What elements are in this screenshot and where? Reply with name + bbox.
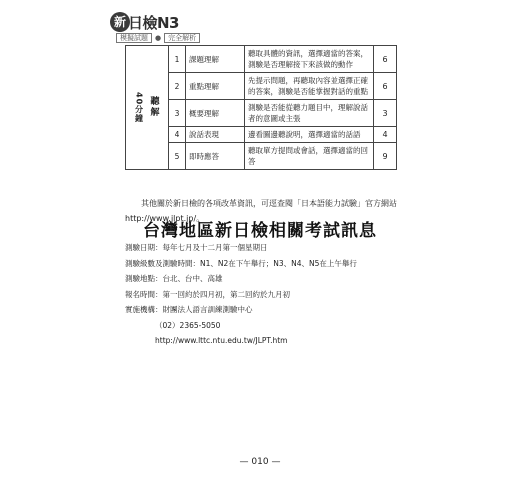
question-type: 課題理解 <box>186 46 245 73</box>
exam-info-list <box>125 240 357 349</box>
book-subtitle <box>116 33 200 43</box>
question-count: 3 <box>374 100 397 127</box>
question-type: 重點理解 <box>186 73 245 100</box>
organizer: 實施機構：財團法人語言訓練測驗中心 <box>125 305 253 314</box>
note-line: 其他關於新日檢的各項改革資訊，可逕查閱「日本語能力試驗」官方網站 <box>141 199 397 208</box>
question-count: 6 <box>374 46 397 73</box>
row-number: 4 <box>169 127 186 143</box>
table-row <box>126 46 397 73</box>
exam-levels: 測驗級數及測驗時間：N1、N2在下午舉行；N3、N4、N5在上午舉行 <box>125 258 357 268</box>
logo-icon: 新 <box>110 12 130 32</box>
question-type: 說話表現 <box>186 127 245 143</box>
section-title: 台灣地區新日檢相關考試訊息 <box>143 221 377 241</box>
registration-period: 報名時間：第一回約於四月初，第二回約於九月初 <box>125 289 290 299</box>
question-count: 6 <box>374 73 397 100</box>
organizer-phone: （02）2365-5050 <box>155 320 221 330</box>
listening-section-table <box>125 45 397 170</box>
bullet-icon: ● <box>155 34 162 42</box>
category-cell <box>126 46 169 170</box>
row-number: 3 <box>169 100 186 127</box>
row-number: 1 <box>169 46 186 73</box>
row-number: 2 <box>169 73 186 100</box>
question-description: 邊看圖邊聽說明，選擇適當的話語 <box>245 127 374 143</box>
question-type: 概要理解 <box>186 100 245 127</box>
question-count: 4 <box>374 127 397 143</box>
subtitle-right: 完全解析 <box>164 33 200 43</box>
question-description: 測驗是否能從聽力題目中，理解說話者的意圖或主張 <box>245 100 374 127</box>
question-description: 先提示問題，再聽取內容並選擇正確的答案，測驗是否能掌握對話的重點 <box>245 73 374 100</box>
book-title: 日檢N3 <box>128 14 179 32</box>
exam-location: 測驗地點：台北、台中、高雄 <box>125 274 223 283</box>
category-name: 聽解 <box>148 96 159 119</box>
question-type: 即時應答 <box>186 143 245 170</box>
subtitle-left: 模擬試題 <box>116 33 152 43</box>
question-description: 聽取具體的資訊，選擇適當的答案，測驗是否理解接下來該做的動作 <box>245 46 374 73</box>
question-description: 聽取單方提問或會話，選擇適當的回答 <box>245 143 374 170</box>
jlpt-link[interactable]: http://www.jlpt.jp/。 <box>125 214 205 223</box>
lttc-link[interactable]: http://www.lttc.ntu.edu.tw/JLPT.htm <box>155 336 288 345</box>
page-number: — 010 — <box>239 457 281 467</box>
row-number: 5 <box>169 143 186 170</box>
category-time: 40分鐘 <box>134 91 144 124</box>
question-count: 9 <box>374 143 397 170</box>
exam-date: 測驗日期：每年七月及十二月第一個星期日 <box>125 243 268 252</box>
